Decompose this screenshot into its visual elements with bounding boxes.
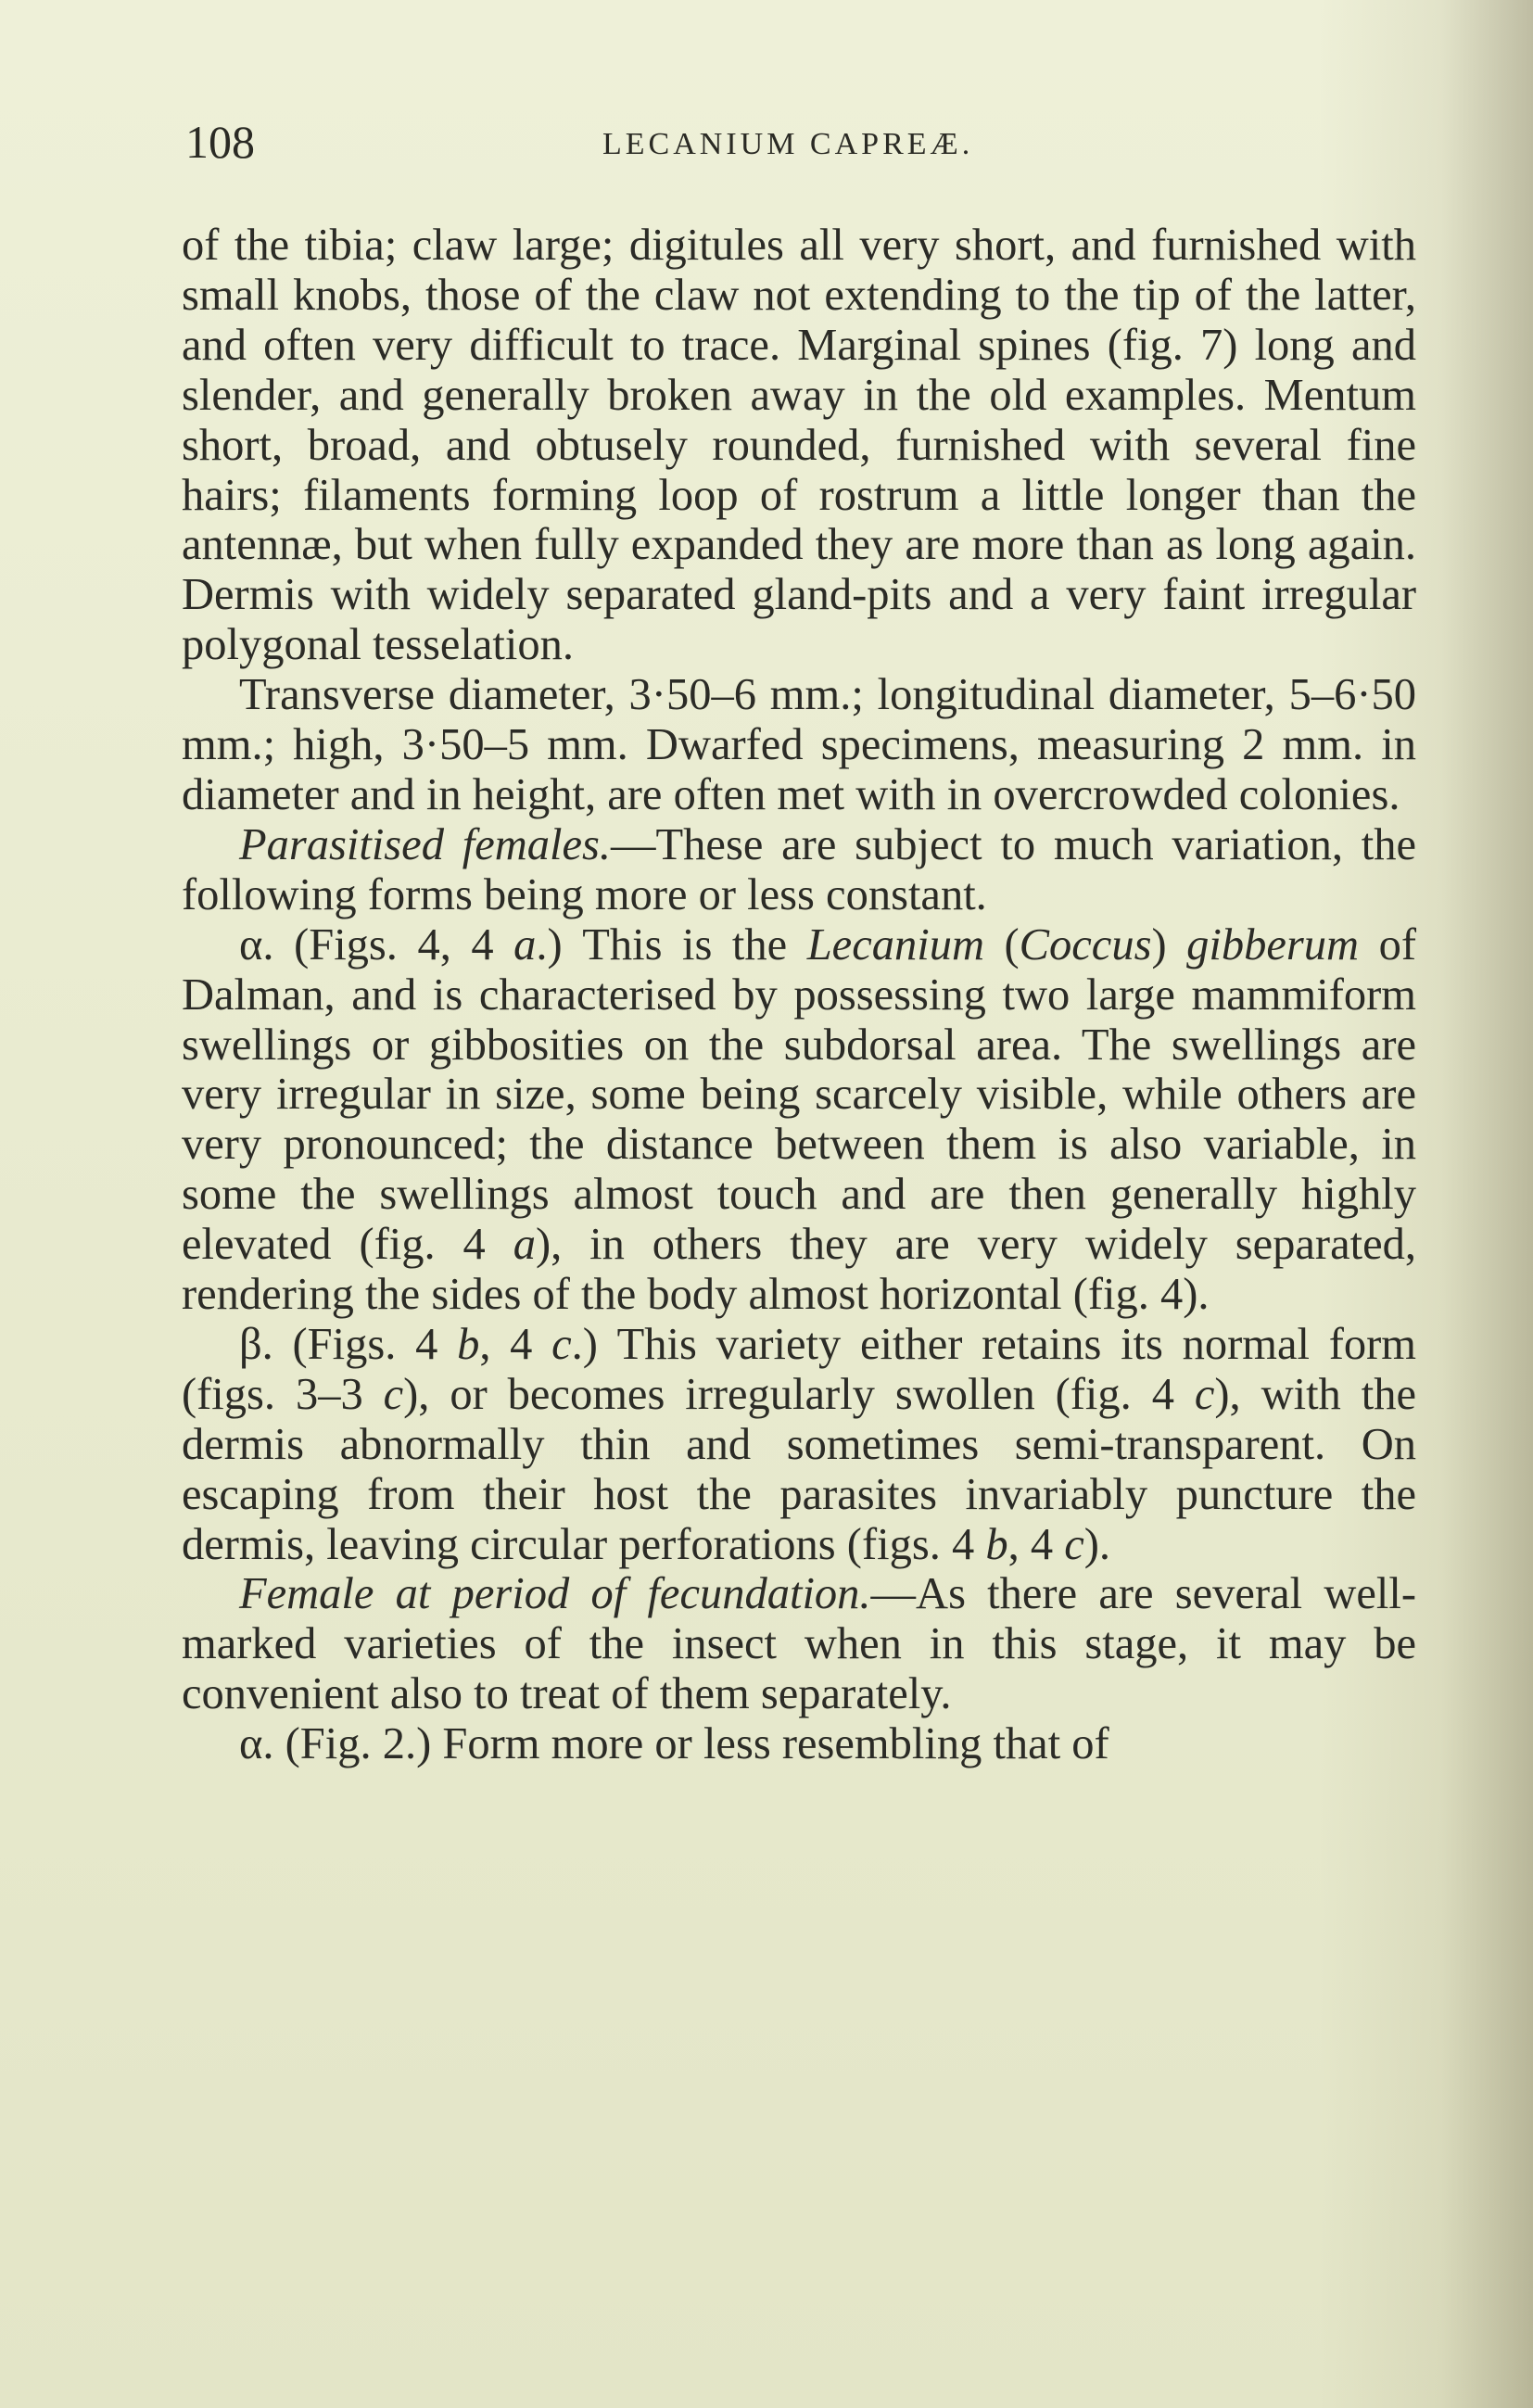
subgenus-name-italic: Coccus — [1019, 919, 1152, 970]
italic-run: c — [383, 1369, 404, 1419]
text-run: .) This is the — [536, 919, 807, 970]
paragraph-dimensions — [182, 670, 1416, 820]
paragraph-variety-alpha — [182, 920, 1416, 1320]
text-run: β. (Figs. 4 — [239, 1319, 458, 1369]
paragraph-parasitised-females — [182, 820, 1416, 920]
italic-run: b — [985, 1519, 1008, 1569]
section-heading-italic: Parasitised females. — [239, 819, 612, 869]
paragraph-text: of the tibia; claw large; digitules all very short, and furnished with small knobs, those of the claw not extending to the tip of the latter, and often very difficult to trace. Marginal spines (fig. 7) long and slender, and generally broken away in the old examples. Mentum short, broad, and obtusely rounded, furnished with several fine hairs; filaments forming loop of rostrum a little longer than the antennæ, but when fully expanded they are more than as long again. Dermis with widely separated gland-pits and a very faint irregular polygonal tesselation. — [182, 221, 1416, 670]
text-run: ( — [983, 919, 1020, 970]
paragraph-text: —As there are several well-marked varieties of the insect when in this stage, it may be convenient also to treat of them separately. — [182, 1569, 1416, 1719]
italic-run: b — [457, 1319, 480, 1369]
text-run: ) — [1151, 919, 1187, 970]
italic-run: a — [513, 919, 537, 970]
italic-run: c — [1064, 1519, 1084, 1569]
paragraph-female-fecundation — [182, 1569, 1416, 1719]
text-run: .) This variety either retains its normal form (figs. 3–3 — [182, 1319, 1416, 1419]
species-name-italic: gibberum — [1186, 919, 1360, 970]
paragraph-text: Transverse diameter, 3·50–6 mm.; longitudinal diameter, 5–6·50 mm.; high, 3·50–5 mm. Dwarfed specimens, measuring 2 mm. in diameter and in height, are often met with in overcrowded colonies. — [182, 670, 1416, 819]
paragraph-text: α. (Fig. 2.) Form more or less resembling that of — [239, 1719, 1109, 1769]
text-run: ), or becomes irregularly swollen (fig. 4 — [403, 1369, 1195, 1419]
italic-run: c — [1194, 1369, 1215, 1419]
text-run: ), in others they are very widely separated, rendering the sides of the body almost horizontal (fig. 4). — [182, 1220, 1416, 1320]
running-title: LECANIUM CAPREÆ. — [602, 127, 974, 161]
text-run: ). — [1083, 1519, 1111, 1569]
text-run: , 4 — [479, 1319, 552, 1369]
text-run: α. (Figs. 4, 4 — [239, 919, 514, 970]
running-header — [185, 109, 1409, 174]
paragraph-variety-beta — [182, 1320, 1416, 1570]
text-run: , 4 — [1007, 1519, 1065, 1569]
paragraph-fig-2 — [182, 1719, 1416, 1769]
paragraph-text: —These are subject to much variation, the following forms being more or less constant. — [182, 819, 1416, 919]
page-number: 108 — [185, 116, 255, 168]
paragraph-tibia-description — [182, 221, 1416, 670]
text-run: of Dalman, and is characterised by possessing two large mammiform swellings or gibbosities on the subdorsal area. The swellings are very irregular in size, some being scarcely visible, while others are very pronounced; the distance between them is also variable, in some the swellings almost touch and are then generally highly elevated (fig. 4 — [182, 919, 1417, 1270]
body-text — [182, 221, 1416, 1769]
italic-run: a — [513, 1220, 536, 1270]
italic-run: c — [551, 1319, 572, 1369]
section-heading-italic: Female at period of fecundation. — [239, 1569, 871, 1619]
text-run: ), with the dermis abnormally thin and sometimes semi-transparent. On escaping from their host the parasites invariably puncture the dermis, leaving circular perforations (figs. 4 — [182, 1369, 1416, 1569]
genus-name-italic: Lecanium — [806, 919, 984, 970]
